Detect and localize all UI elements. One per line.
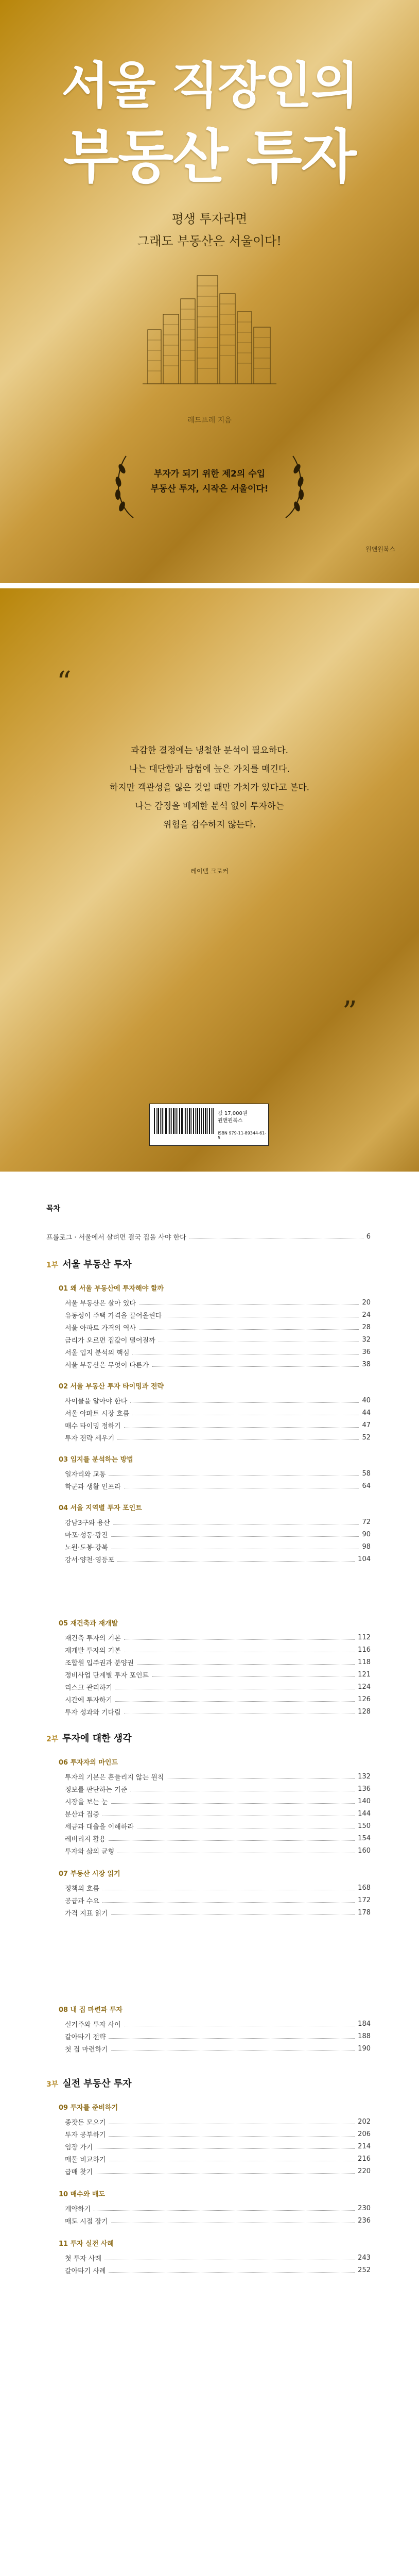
toc-entry[interactable]: 정책의 흐름 168 (65, 1884, 371, 1893)
back-cover (0, 588, 419, 1172)
toc-entry[interactable]: 정비사업 단계별 투자 포인트 121 (65, 1670, 371, 1680)
toc-entry[interactable]: 리스크 관리하기 124 (65, 1683, 371, 1692)
toc-entry[interactable]: 노원·도봉·강북 98 (65, 1543, 371, 1552)
part-2-title: 2부 투자에 대한 생각 (46, 1733, 132, 1744)
section-heading: 02 서울 부동산 투자 타이밍과 전략 (59, 1383, 164, 1391)
toc-entry[interactable]: 레버리지 활용 154 (65, 1834, 371, 1843)
toc-entry[interactable]: 시간에 투자하기 126 (65, 1695, 371, 1704)
toc-entry[interactable]: 서울 입지 분석의 핵심 36 (65, 1348, 371, 1357)
cover-subtitle-line-2: 그래도 부동산은 서울이다! (137, 234, 282, 248)
toc-entry[interactable]: 첫 투자 사례 243 (65, 2253, 371, 2263)
toc-entry[interactable]: 투자 성과와 기다림 128 (65, 1707, 371, 1717)
city-skyline-illustration (143, 268, 276, 386)
toc-entry[interactable]: 실거주와 투자 사이 184 (65, 2020, 371, 2029)
part-3-title: 3부 실전 부동산 투자 (46, 2078, 132, 2089)
back-cover-line-1: 과감한 결정에는 냉철한 분석이 필요하다. (130, 745, 289, 756)
laurel-left-icon (111, 453, 138, 520)
quote-close-mark: ” (342, 995, 357, 1029)
price-label: 값 17,000원 원앤원북스 (218, 1111, 248, 1124)
toc-entry[interactable]: 투자와 삶의 균형 160 (65, 1846, 371, 1856)
toc-entry[interactable]: 서울 부동산은 살아 있다 20 (65, 1298, 371, 1308)
toc-entry[interactable]: 서울 아파트 시장 흐름 44 (65, 1409, 371, 1418)
toc-entry[interactable]: 가격 지표 읽기 178 (65, 1908, 371, 1918)
author-name: 레드프레 지음 (187, 416, 232, 425)
quote-attribution: 레이델 크로커 (190, 868, 229, 875)
barcode-icon (153, 1107, 215, 1138)
quote-open-mark: “ (57, 666, 72, 699)
back-cover-line-4: 나는 감정을 배제한 분석 없이 투자하는 (135, 801, 284, 811)
back-cover-line-3: 하지만 객관성을 잃은 것일 때만 가치가 있다고 본다. (109, 783, 310, 793)
section-heading: 04 서울 지역별 투자 포인트 (59, 1504, 142, 1512)
toc-page-2 (0, 1973, 419, 2576)
section-heading: 03 입지를 분석하는 방법 (59, 1456, 133, 1464)
toc-entry[interactable]: 유동성이 주택 가격을 끌어올린다 24 (65, 1311, 371, 1320)
toc-entry[interactable]: 사이클을 알아야 한다 40 (65, 1396, 371, 1405)
front-cover (0, 0, 419, 583)
toc-entry[interactable]: 서울 부동산은 무엇이 다른가 38 (65, 1360, 371, 1369)
toc-entry[interactable]: 투자 전략 세우기 52 (65, 1433, 371, 1443)
part-1-title: 1부 서울 부동산 투자 (46, 1259, 132, 1270)
toc-entry[interactable]: 첫 집 마련하기 190 (65, 2044, 371, 2054)
book-title-line-1: 서울 직장인의 (61, 56, 358, 114)
section-heading: 05 재건축과 재개발 (59, 1620, 118, 1628)
toc-entry[interactable]: 갈아타기 사례 252 (65, 2266, 371, 2275)
section-heading: 07 부동산 시장 읽기 (59, 1870, 120, 1878)
toc-entry[interactable]: 갈아타기 전략 188 (65, 2032, 371, 2041)
toc-entry[interactable]: 강남3구와 용산 72 (65, 1518, 371, 1527)
toc-entry[interactable]: 금리가 오르면 집값이 떨어질까 32 (65, 1335, 371, 1345)
toc-entry[interactable]: 종잣돈 모으기 202 (65, 2117, 371, 2127)
section-heading: 11 투자 실전 사례 (59, 2240, 114, 2248)
section-heading: 08 내 집 마련과 투자 (59, 2006, 123, 2014)
toc-entry[interactable]: 재개발 투자의 기본 116 (65, 1646, 371, 1655)
toc-entry[interactable]: 마포·성동·광진 90 (65, 1530, 371, 1539)
contents-heading: 목차 (46, 1205, 61, 1213)
toc-entry[interactable]: 급매 찾기 220 (65, 2167, 371, 2176)
toc-entry[interactable]: 일자리와 교통 58 (65, 1469, 371, 1479)
toc-entry[interactable]: 시장을 보는 눈 140 (65, 1797, 371, 1806)
cover-subtitle-line-1: 평생 투자라면 (171, 212, 248, 226)
toc-entry[interactable]: 학군과 생활 인프라 64 (65, 1482, 371, 1491)
cover-promo-line-2: 부동산 투자, 시작은 서울이다! (150, 484, 269, 494)
isbn-label: ISBN 979-11-89344-61-5 (218, 1131, 267, 1140)
barcode-box (149, 1104, 269, 1146)
toc-entry-prologue[interactable]: 프롤로그 · 서울에서 살려면 결국 집을 사야 한다 6 (46, 1232, 371, 1242)
toc-entry[interactable]: 공급과 수요 172 (65, 1896, 371, 1905)
toc-entry[interactable]: 투자의 기본은 흔들리지 않는 원칙 132 (65, 1772, 371, 1782)
section-heading: 09 투자를 준비하기 (59, 2104, 118, 2112)
toc-page-1 (0, 1175, 419, 1968)
toc-entry[interactable]: 매도 시점 잡기 236 (65, 2216, 371, 2226)
toc-entry[interactable]: 매수 타이밍 정하기 47 (65, 1421, 371, 1430)
back-cover-line-2: 나는 대단함과 탐험에 높은 가치를 매긴다. (129, 764, 290, 774)
section-heading: 10 매수와 매도 (59, 2191, 105, 2198)
toc-entry[interactable]: 조합원 입주권과 분양권 118 (65, 1658, 371, 1667)
toc-entry[interactable]: 계약하기 230 (65, 2204, 371, 2213)
section-heading: 01 왜 서울 부동산에 투자해야 할까 (59, 1285, 164, 1293)
toc-entry[interactable]: 재건축 투자의 기본 112 (65, 1633, 371, 1642)
book-title-line-2: 부동산 투자 (63, 123, 356, 191)
toc-entry[interactable]: 강서·양천·영등포 104 (65, 1555, 371, 1564)
toc-entry[interactable]: 분산과 집중 144 (65, 1809, 371, 1819)
toc-entry[interactable]: 서울 아파트 가격의 역사 28 (65, 1323, 371, 1332)
back-cover-line-5: 위험을 감수하지 않는다. (163, 820, 256, 830)
toc-entry[interactable]: 세금과 대출을 이해하라 150 (65, 1822, 371, 1831)
toc-entry[interactable]: 정보를 판단하는 기준 136 (65, 1785, 371, 1794)
laurel-right-icon (281, 453, 308, 520)
publisher-logo: 원앤원북스 (365, 546, 395, 553)
section-heading: 06 투자자의 마인드 (59, 1759, 118, 1767)
cover-promo-line-1: 부자가 되기 위한 제2의 수입 (153, 469, 266, 479)
toc-entry[interactable]: 투자 공부하기 206 (65, 2130, 371, 2139)
toc-entry[interactable]: 임장 가기 214 (65, 2142, 371, 2151)
toc-entry[interactable]: 매물 비교하기 216 (65, 2155, 371, 2164)
